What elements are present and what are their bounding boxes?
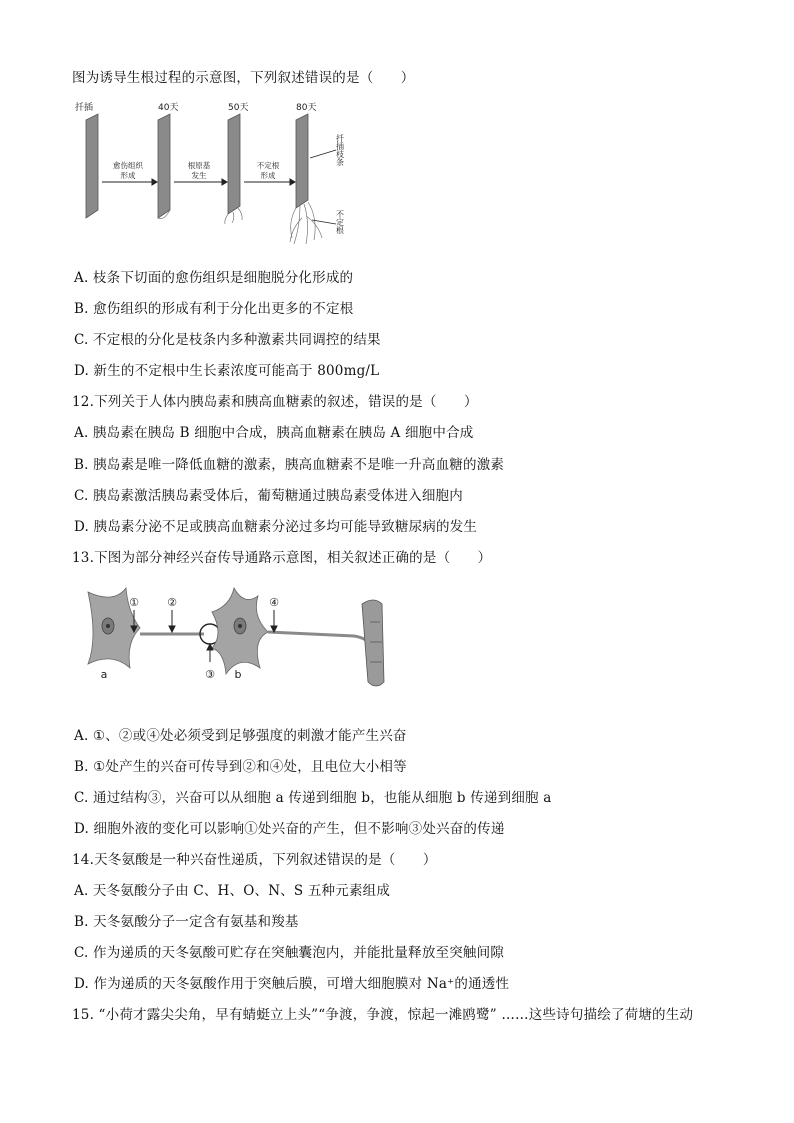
- marker-1: ①: [129, 596, 139, 609]
- question-12-stem: 12.下列关于人体内胰岛素和胰高血糖素的叙述，错误的是（ ）: [72, 394, 478, 410]
- cutting-stem-2: [158, 114, 170, 218]
- label-cutting-branch: 扦插枝条: [335, 134, 345, 166]
- cutting-stem-3: [228, 114, 240, 214]
- cell-label-a: a: [100, 668, 108, 681]
- question-11-option-b: B. 愈伤组织的形成有利于分化出更多的不定根: [74, 301, 354, 317]
- arrow-2-label-top: 根原基: [187, 161, 211, 170]
- question-12-option-b: B. 胰岛素是唯一降低血糖的激素，胰高血糖素不是唯一升高血糖的激素: [74, 457, 505, 473]
- question-15-stem: 15. “小荷才露尖尖角，早有蜻蜓立上头”“争渡，争渡，惊起一滩鸥鹭” ……这些诗句描绘了荷塘的生动: [72, 1007, 694, 1023]
- rooting-process-figure: [70, 98, 370, 250]
- arrow-2-label-bottom: 发生: [191, 171, 207, 180]
- stage-label-80d: 80天: [296, 103, 317, 113]
- label-adventitious-root: 不定根: [335, 210, 345, 234]
- cell-label-b: b: [234, 668, 242, 681]
- question-12-option-c: C. 胰岛素激活胰岛素受体后，葡萄糖通过胰岛素受体进入细胞内: [74, 488, 463, 504]
- marker-3: ③: [205, 668, 215, 681]
- question-14-option-a: A. 天冬氨酸分子由 C、H、O、N、S 五种元素组成: [74, 883, 391, 899]
- question-11-stem: 图为诱导生根过程的示意图，下列叙述错误的是（ ）: [72, 70, 415, 86]
- question-13-option-b: B. ①处产生的兴奋可传导到②和④处，且电位大小相等: [74, 759, 407, 775]
- adventitious-roots: [290, 202, 322, 244]
- question-14-option-b: B. 天冬氨酸分子一定含有氨基和羧基: [74, 914, 299, 930]
- effector-muscle: [362, 600, 384, 686]
- arrow-1-label-bottom: 形成: [120, 171, 136, 180]
- question-11-option-c: C. 不定根的分化是枝条内多种激素共同调控的结果: [74, 332, 381, 348]
- stage-label-50d: 50天: [228, 103, 249, 113]
- arrow-3-label-bottom: 形成: [260, 171, 276, 180]
- question-14-option-c: C. 作为递质的天冬氨酸可贮存在突触囊泡内，并能批量释放至突触间隙: [74, 945, 505, 961]
- question-12-option-a: A. 胰岛素在胰岛 B 细胞中合成，胰高血糖素在胰岛 A 细胞中合成: [74, 425, 474, 441]
- cutting-stem-4: [296, 114, 308, 208]
- marker-2: ②: [167, 596, 177, 609]
- question-12-option-d: D. 胰岛素分泌不足或胰高血糖素分泌过多均可能导致糖尿病的发生: [74, 519, 478, 535]
- question-13-stem: 13.下图为部分神经兴奋传导通路示意图，相关叙述正确的是（ ）: [72, 550, 492, 566]
- question-14-option-d: D. 作为递质的天冬氨酸作用于突触后膜，可增大细胞膜对 Na⁺的通透性: [74, 976, 510, 992]
- question-13-option-a: A. ①、②或④处必须受到足够强度的刺激才能产生兴奋: [74, 728, 407, 744]
- stage-label-40d: 40天: [158, 103, 179, 113]
- cutting-stem-1: [86, 114, 98, 218]
- arrow-1-label-top: 愈伤组织: [113, 161, 143, 170]
- neural-pathway-figure: [84, 582, 394, 704]
- question-11-option-d: D. 新生的不定根中生长素浓度可能高于 800mg/L: [74, 363, 380, 379]
- question-14-stem: 14.天冬氨酸是一种兴奋性递质，下列叙述错误的是（ ）: [72, 852, 437, 868]
- axon-b: [268, 632, 370, 644]
- marker-4: ④: [269, 596, 279, 609]
- question-11-option-a: A. 枝条下切面的愈伤组织是细胞脱分化形成的: [74, 270, 354, 286]
- question-13-option-c: C. 通过结构③，兴奋可以从细胞 a 传递到细胞 b，也能从细胞 b 传递到细胞 a: [74, 790, 552, 806]
- stage-label-cutting: 扦插: [75, 103, 94, 113]
- question-13-option-d: D. 细胞外液的变化可以影响①处兴奋的产生，但不影响③处兴奋的传递: [74, 821, 505, 837]
- arrow-3-label-top: 不定根: [256, 161, 280, 170]
